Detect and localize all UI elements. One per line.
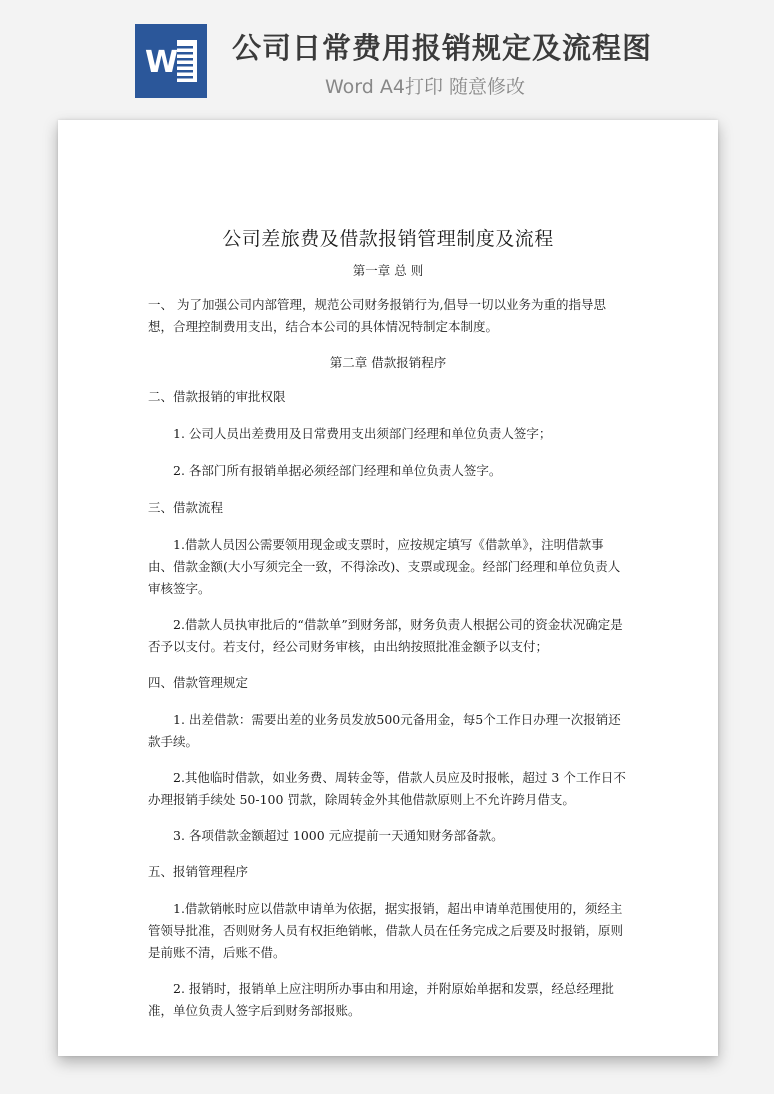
section-3-paragraph-2: 2.借款人员执审批后的“借款单”到财务部，财务负责人根据公司的资金状况确定是否予以支付。若支付，经公司财务审核，由出纳按照批准金额予以支付； (148, 617, 623, 654)
section-4-paragraph-1: 1. 出差借款：需要出差的业务员发放500元备用金，每5个工作日办理一次报销还款手续。 (148, 712, 621, 749)
section-2-item-1: 1. 公司人员出差费用及日常费用支出须部门经理和单位负责人签字； (173, 426, 552, 441)
banner-subtitle: Word A4打印 随意修改 (325, 76, 526, 98)
chapter-1-heading: 第一章 总 则 (352, 263, 424, 278)
section-5-paragraph-1: 1.借款销帐时应以借款申请单为依据，据实报销，超出申请单范围使用的，须经主管领导批准，否则财务人员有权拒绝销帐，借款人员在任务完成之后要及时报销，原则是前账不清，后账不借。 (148, 901, 624, 960)
document-content (148, 224, 628, 1036)
banner (0, 0, 774, 112)
document-title: 公司差旅费及借款报销管理制度及流程 (222, 228, 554, 250)
chapter-2-heading: 第二章 借款报销程序 (329, 355, 447, 370)
section-2-heading: 二、借款报销的审批权限 (148, 389, 286, 404)
document-page (58, 120, 718, 1056)
section-1-text: 一、 为了加强公司内部管理，规范公司财务报销行为,倡导一切以业务为重的指导思想，合理控制费用支出，结合本公司的具体情况特制定本制度。 (148, 297, 606, 334)
banner-title: 公司日常费用报销规定及流程图 (232, 31, 653, 65)
section-4-paragraph-2: 2.其他临时借款，如业务费、周转金等，借款人员应及时报帐，超过 3 个工作日不办理报销手续处 50-100 罚款，除周转金外其他借款原则上不允许跨月借支。 (148, 770, 626, 807)
section-4-heading: 四、借款管理规定 (148, 675, 249, 690)
section-4-paragraph-3: 3. 各项借款金额超过 1000 元应提前一天通知财务部备款。 (173, 828, 504, 843)
section-5-heading: 五、报销管理程序 (148, 864, 249, 879)
word-icon (135, 24, 207, 98)
logo-letter: W (145, 45, 179, 80)
section-2-item-2: 2. 各部门所有报销单据必须经部门经理和单位负责人签字。 (173, 463, 502, 478)
section-5-paragraph-2: 2. 报销时，报销单上应注明所办事由和用途，并附原始单据和发票，经总经理批准，单位负责人签字后到财务部报账。 (148, 981, 614, 1018)
section-3-paragraph-1: 1.借款人员因公需要领用现金或支票时，应按规定填写《借款单》，注明借款事由、借款金额(大小写须完全一致，不得涂改)、支票或现金。经部门经理和单位负责人审核签字。 (148, 537, 621, 596)
section-3-heading: 三、借款流程 (148, 500, 224, 515)
